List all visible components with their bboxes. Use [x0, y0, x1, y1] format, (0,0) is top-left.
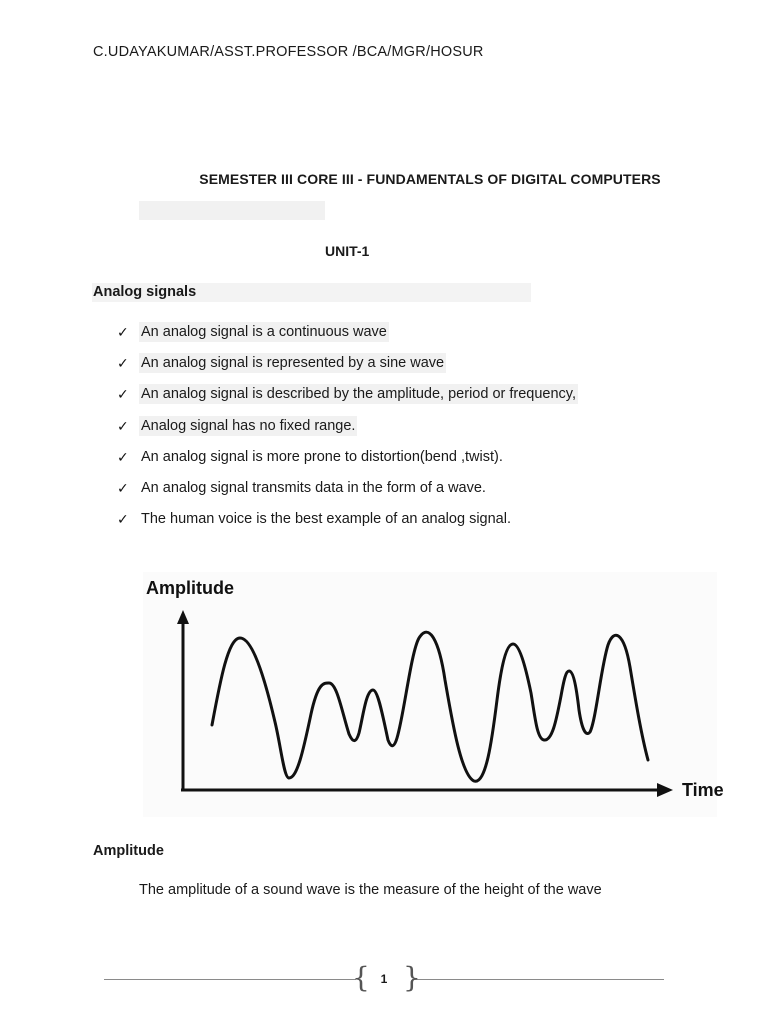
list-item-text: Analog signal has no fixed range.: [141, 417, 356, 434]
list-item-text: An analog signal is described by the amplitude, period or frequency,: [141, 386, 576, 403]
page-number: 1: [380, 972, 388, 986]
bullet-list: [117, 322, 578, 540]
list-item: [117, 384, 578, 415]
checkmark-icon: ✓: [117, 448, 129, 465]
list-item: [117, 322, 578, 353]
list-item-text: An analog signal is represented by a sine wave: [141, 355, 445, 372]
page-header: C.UDAYAKUMAR/ASST.PROFESSOR /BCA/MGR/HOSUR: [93, 44, 484, 60]
analog-wave-figure: [143, 572, 724, 817]
list-item: [117, 509, 578, 540]
footer-line-left: [104, 979, 356, 980]
checkmark-icon: ✓: [117, 479, 129, 496]
checkmark-icon: ✓: [117, 386, 129, 403]
list-item: [117, 416, 578, 447]
unit-heading: UNIT-1: [325, 243, 370, 259]
checkmark-icon: ✓: [117, 417, 129, 434]
y-axis-label: Amplitude: [146, 578, 234, 598]
footer-line-right: [412, 979, 664, 980]
list-item: [117, 447, 578, 478]
highlight-block: [139, 201, 325, 220]
amplitude-description: The amplitude of a sound wave is the measure of the height of the wave: [139, 882, 602, 898]
list-item-text: An analog signal is more prone to distortion(bend ,twist).: [141, 448, 503, 465]
checkmark-icon: ✓: [117, 355, 129, 372]
checkmark-icon: ✓: [117, 324, 129, 340]
list-item: [117, 478, 578, 509]
list-item-text: An analog signal transmits data in the form of a wave.: [141, 479, 486, 496]
left-bracket-icon: {: [352, 961, 370, 994]
right-bracket-icon: }: [403, 961, 421, 994]
section-heading: Analog signals: [93, 284, 197, 300]
checkmark-icon: ✓: [117, 511, 129, 528]
x-axis-label: Time: [682, 780, 724, 800]
amplitude-heading: Amplitude: [93, 843, 164, 859]
list-item: [117, 353, 578, 384]
list-item-text: An analog signal is a continuous wave: [141, 324, 387, 340]
figure-background: [143, 572, 717, 817]
list-item-text: The human voice is the best example of an analog signal.: [141, 511, 511, 528]
document-title: SEMESTER III CORE III - FUNDAMENTALS OF DIGITAL COMPUTERS: [199, 171, 661, 187]
